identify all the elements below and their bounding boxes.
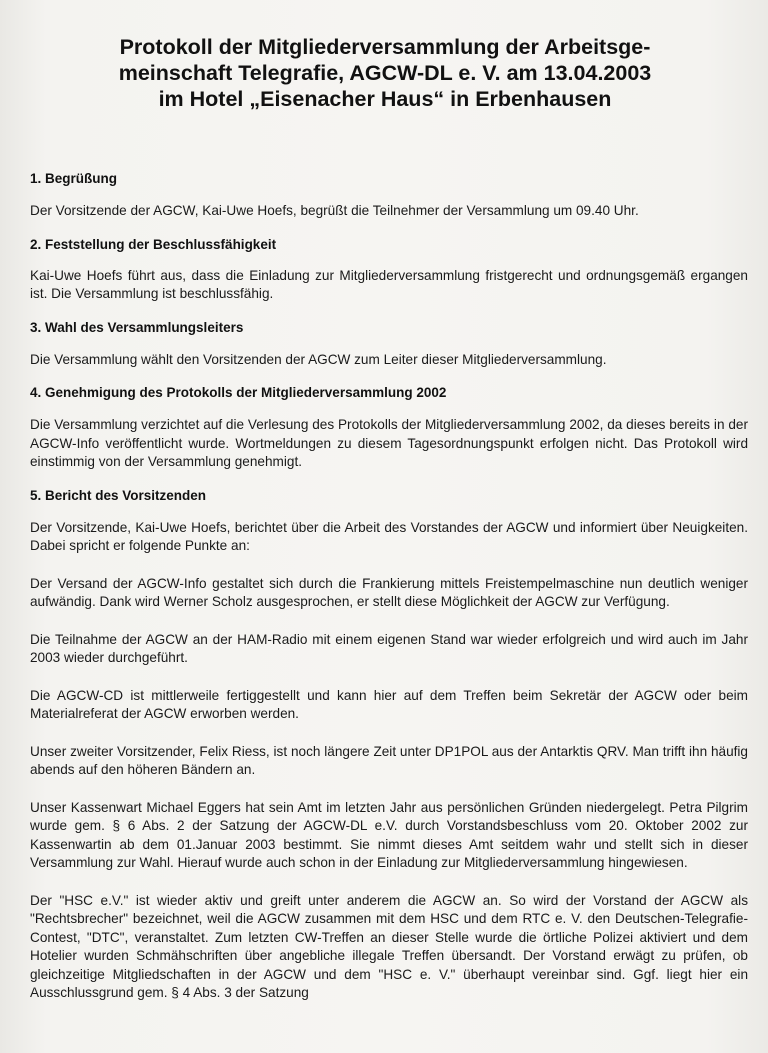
title-line-3: im Hotel „Eisenacher Haus“ in Erbenhausen: [158, 87, 612, 111]
section-heading: 5. Bericht des Vorsitzenden: [30, 487, 207, 503]
title-line-1: Protokoll der Mitgliederversammlung der Arbeitsge-: [119, 35, 651, 59]
section-heading: 2. Feststellung der Beschlussfähigkeit: [30, 236, 277, 252]
paragraph: Unser Kassenwart Michael Eggers hat sein Amt im letzten Jahr aus persönlichen Gründen niedergelegt. Petra Pilgrim wurde gem. § 6 Abs. 2 der Satzung der AGCW-DL e.V. durch Vorstandsbeschluss vom 20. Oktober 2002 zur Kassenwartin ab dem 01.Januar 2003 bestimmt. Sie nimmt dieses Amt seitdem wahr und stellt sich in dieser Versammlung zur Wahl. Hierauf wurde auch schon in der Einladung zur Mitgliederversammlung hingewiesen.: [30, 799, 748, 870]
section-protokoll-genehmigung: [30, 384, 748, 472]
paragraph: Der Vorsitzende, Kai-Uwe Hoefs, berichtet über die Arbeit des Vorstandes der AGCW und informiert über Neuigkeiten. Dabei spricht er folgende Punkte an:: [30, 519, 748, 553]
paragraph: Der Vorsitzende der AGCW, Kai-Uwe Hoefs, begrüßt die Teilnehmer der Versammlung um 09.40 Uhr.: [30, 203, 639, 218]
paragraph: Der Versand der AGCW-Info gestaltet sich durch die Frankierung mittels Freistempelmaschine nun deutlich weniger aufwändig. Dank wird Werner Scholz ausgesprochen, er stellt diese Möglichkeit der AGCW zur Verfügung.: [30, 575, 748, 609]
section-heading: 4. Genehmigung des Protokolls der Mitgliederversammlung 2002: [30, 385, 447, 400]
section-heading: 3. Wahl des Versammlungsleiters: [30, 319, 244, 335]
title-line-2: meinschaft Telegrafie, AGCW-DL e. V. am 13.04.2003: [118, 61, 652, 85]
document-title: [40, 34, 730, 112]
paragraph: Kai-Uwe Hoefs führt aus, dass die Einladung zur Mitgliederversammlung fristgerecht und ordnungsgemäß ergangen ist. Die Versammlung ist beschlussfähig.: [30, 267, 748, 301]
paragraph: Die Teilnahme der AGCW an der HAM-Radio mit einem eigenen Stand war wieder erfolgreich und wird auch im Jahr 2003 wieder durchgeführt.: [30, 631, 748, 665]
paragraph: Der "HSC e.V." ist wieder aktiv und greift unter anderem die AGCW an. So wird der Vorstand der AGCW als "Rechtsbrecher" bezeichnet, weil die AGCW zusammen mit dem HSC und dem RTC e. V. den Deutschen-Telegrafie-Contest, "DTC", veranstaltet. Zum letzten CW-Treffen an dieser Stelle wurde die örtliche Polizei aktiviert und dem Hotelier wurden Schmähschriften über angebliche illegale Treffen übersandt. Der Vorstand erwägt zu prüfen, ob gleichzeitige Mitgliedschaften in der AGCW und dem "HSC e. V." überhaupt vereinbar sind. Ggf. liegt hier ein Ausschlussgrund gem. § 4 Abs. 3 der Satzung: [30, 892, 748, 1000]
paragraph: Die AGCW-CD ist mittlerweile fertiggestellt und kann hier auf dem Treffen beim Sekretär der AGCW oder beim Materialreferat der AGCW erworben werden.: [30, 687, 748, 721]
section-versammlungsleiter: [30, 319, 748, 370]
paragraph: Die Versammlung verzichtet auf die Verlesung des Protokolls der Mitgliederversammlung 2002, da dieses bereits in der AGCW-Info veröffentlicht wurde. Wortmeldungen zu diesem Tagesordnungspunkt erfolgen nicht. Das Protokoll wird einstimmig von der Versammlung genehmigt.: [30, 417, 748, 469]
section-begruessung: [30, 170, 748, 221]
section-beschlussfaehigkeit: [30, 236, 748, 304]
section-heading: 1. Begrüßung: [30, 171, 117, 186]
document-body: [30, 170, 748, 1003]
paragraph: Die Versammlung wählt den Vorsitzenden der AGCW zum Leiter dieser Mitgliederversammlung.: [30, 351, 607, 367]
paragraph: Unser zweiter Vorsitzender, Felix Riess, ist noch längere Zeit unter DP1POL aus der Antarktis QRV. Man trifft ihn häufig abends auf den höheren Bändern an.: [30, 743, 748, 777]
section-bericht-vorsitzender: [30, 487, 748, 1003]
